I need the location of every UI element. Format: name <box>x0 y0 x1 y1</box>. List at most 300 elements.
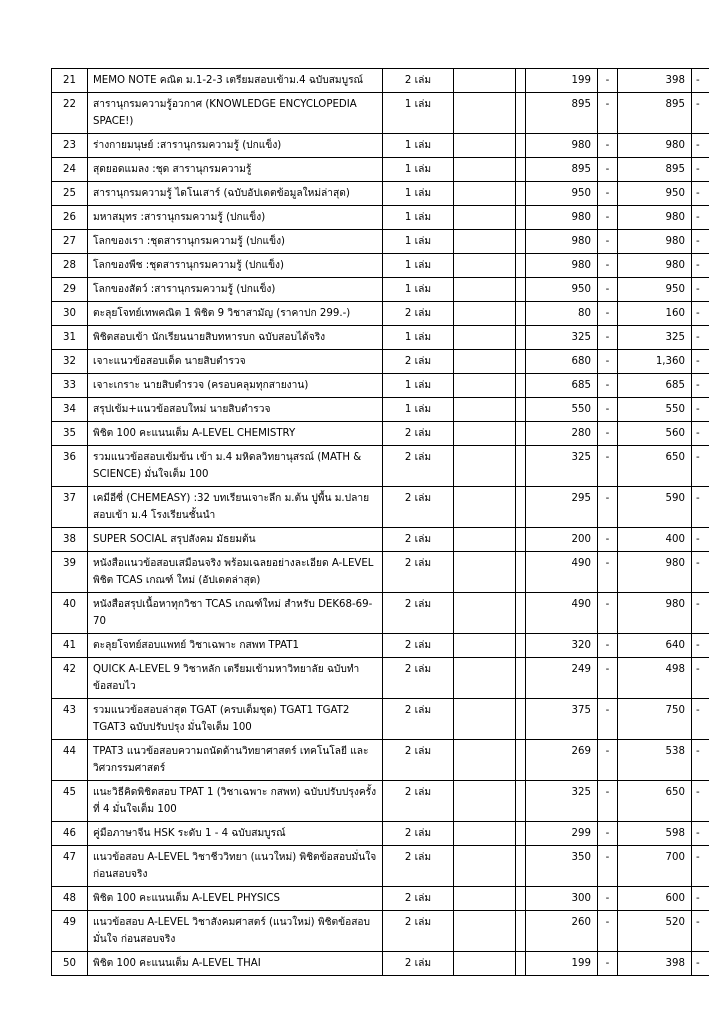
item-number: 35 <box>52 422 88 446</box>
blank-cell <box>516 846 526 887</box>
total-price: 550 <box>618 398 692 422</box>
table-row <box>52 487 709 528</box>
unit-price: 200 <box>526 528 598 552</box>
total-price: 700 <box>618 846 692 887</box>
quantity: 2 เล่ม <box>383 302 454 326</box>
blank-cell <box>454 422 516 446</box>
unit-price-fraction: - <box>598 182 618 206</box>
blank-cell <box>454 487 516 528</box>
total-price-fraction: - <box>692 699 709 740</box>
quantity: 2 เล่ม <box>383 69 454 93</box>
blank-cell <box>516 254 526 278</box>
total-price: 1,360 <box>618 350 692 374</box>
total-price-fraction: - <box>692 230 709 254</box>
unit-price: 299 <box>526 822 598 846</box>
total-price: 980 <box>618 134 692 158</box>
table-row <box>52 230 709 254</box>
unit-price-fraction: - <box>598 93 618 134</box>
unit-price: 980 <box>526 134 598 158</box>
unit-price: 199 <box>526 952 598 976</box>
table-row <box>52 781 709 822</box>
unit-price: 950 <box>526 278 598 302</box>
unit-price-fraction: - <box>598 952 618 976</box>
quantity: 1 เล่ม <box>383 278 454 302</box>
unit-price: 199 <box>526 69 598 93</box>
table-row <box>52 158 709 182</box>
blank-cell <box>454 326 516 350</box>
book-title: พิชิต 100 คะแนนเต็ม A-LEVEL PHYSICS <box>88 887 383 911</box>
blank-cell <box>454 634 516 658</box>
book-title: ตะลุยโจทย์เทพคณิต 1 พิชิต 9 วิชาสามัญ (ราคาปก 299.-) <box>88 302 383 326</box>
unit-price-fraction: - <box>598 552 618 593</box>
quantity: 2 เล่ม <box>383 887 454 911</box>
unit-price: 490 <box>526 593 598 634</box>
unit-price: 980 <box>526 254 598 278</box>
book-title: สารานุกรมความรู้อวกาศ (KNOWLEDGE ENCYCLOPEDIA SPACE!) <box>88 93 383 134</box>
unit-price: 950 <box>526 182 598 206</box>
book-title: สารานุกรมความรู้ ไดโนเสาร์ (ฉบับอัปเดตข้อมูลใหม่ล่าสุด) <box>88 182 383 206</box>
blank-cell <box>516 422 526 446</box>
quantity: 2 เล่ม <box>383 593 454 634</box>
book-title: สรุปเข้ม+แนวข้อสอบใหม่ นายสิบตำรวจ <box>88 398 383 422</box>
item-number: 43 <box>52 699 88 740</box>
blank-cell <box>454 552 516 593</box>
unit-price-fraction: - <box>598 230 618 254</box>
table-row <box>52 699 709 740</box>
unit-price-fraction: - <box>598 398 618 422</box>
blank-cell <box>454 350 516 374</box>
unit-price: 80 <box>526 302 598 326</box>
book-title: แนะวิธีคิดพิชิตสอบ TPAT 1 (วิชาเฉพาะ กสพท) ฉบับปรับปรุงครั้งที่ 4 มั่นใจเต็ม 100 <box>88 781 383 822</box>
table-row <box>52 69 709 93</box>
table-body <box>52 69 709 976</box>
table-row <box>52 254 709 278</box>
unit-price-fraction: - <box>598 699 618 740</box>
item-number: 25 <box>52 182 88 206</box>
blank-cell <box>454 254 516 278</box>
item-number: 23 <box>52 134 88 158</box>
blank-cell <box>516 487 526 528</box>
quantity: 1 เล่ม <box>383 182 454 206</box>
book-list-table <box>51 68 709 976</box>
item-number: 28 <box>52 254 88 278</box>
table-row <box>52 634 709 658</box>
blank-cell <box>516 398 526 422</box>
blank-cell <box>516 528 526 552</box>
unit-price-fraction: - <box>598 487 618 528</box>
table-row <box>52 740 709 781</box>
blank-cell <box>516 278 526 302</box>
item-number: 26 <box>52 206 88 230</box>
quantity: 2 เล่ม <box>383 528 454 552</box>
table-row <box>52 134 709 158</box>
blank-cell <box>454 158 516 182</box>
quantity: 1 เล่ม <box>383 206 454 230</box>
total-price: 398 <box>618 69 692 93</box>
item-number: 39 <box>52 552 88 593</box>
total-price: 590 <box>618 487 692 528</box>
quantity: 1 เล่ม <box>383 134 454 158</box>
total-price-fraction: - <box>692 422 709 446</box>
item-number: 41 <box>52 634 88 658</box>
item-number: 29 <box>52 278 88 302</box>
table-row <box>52 552 709 593</box>
quantity: 2 เล่ม <box>383 446 454 487</box>
table-row <box>52 422 709 446</box>
blank-cell <box>454 528 516 552</box>
total-price-fraction: - <box>692 326 709 350</box>
total-price: 398 <box>618 952 692 976</box>
quantity: 1 เล่ม <box>383 326 454 350</box>
book-title: พิชิตสอบเข้า นักเรียนนายสิบทหารบก ฉบับสอบได้จริง <box>88 326 383 350</box>
total-price-fraction: - <box>692 634 709 658</box>
blank-cell <box>516 69 526 93</box>
blank-cell <box>516 446 526 487</box>
item-number: 38 <box>52 528 88 552</box>
quantity: 2 เล่ม <box>383 846 454 887</box>
total-price-fraction: - <box>692 158 709 182</box>
item-number: 33 <box>52 374 88 398</box>
blank-cell <box>516 781 526 822</box>
unit-price: 295 <box>526 487 598 528</box>
blank-cell <box>516 699 526 740</box>
blank-cell <box>454 69 516 93</box>
unit-price: 269 <box>526 740 598 781</box>
table-row <box>52 822 709 846</box>
book-title: หนังสือแนวข้อสอบเสมือนจริง พร้อมเฉลยอย่างละเอียด A-LEVEL พิชิต TCAS เกณฑ์ ใหม่ (อัปเดตล่าสุด) <box>88 552 383 593</box>
quantity: 1 เล่ม <box>383 254 454 278</box>
item-number: 48 <box>52 887 88 911</box>
book-title: รวมแนวข้อสอบเข้มข้น เข้า ม.4 มหิดลวิทยานุสรณ์ (MATH & SCIENCE) มั่นใจเต็ม 100 <box>88 446 383 487</box>
book-title: ตะลุยโจทย์สอบแพทย์ วิชาเฉพาะ กสพท TPAT1 <box>88 634 383 658</box>
blank-cell <box>454 952 516 976</box>
unit-price-fraction: - <box>598 254 618 278</box>
blank-cell <box>516 182 526 206</box>
unit-price-fraction: - <box>598 846 618 887</box>
book-title: โลกของเรา :ชุดสารานุกรมความรู้ (ปกแข็ง) <box>88 230 383 254</box>
item-number: 36 <box>52 446 88 487</box>
total-price: 160 <box>618 302 692 326</box>
book-title: QUICK A-LEVEL 9 วิชาหลัก เตรียมเข้ามหาวิทยาลัย ฉบับทำข้อสอบไว <box>88 658 383 699</box>
unit-price: 300 <box>526 887 598 911</box>
item-number: 45 <box>52 781 88 822</box>
book-title: TPAT3 แนวข้อสอบความถนัดด้านวิทยาศาสตร์ เทคโนโลยี และวิศวกรรมศาสตร์ <box>88 740 383 781</box>
table-row <box>52 93 709 134</box>
quantity: 1 เล่ม <box>383 230 454 254</box>
unit-price: 375 <box>526 699 598 740</box>
quantity: 1 เล่ม <box>383 398 454 422</box>
unit-price: 260 <box>526 911 598 952</box>
book-title: แนวข้อสอบ A-LEVEL วิชาชีววิทยา (แนวใหม่) พิชิตข้อสอบมั่นใจ ก่อนสอบจริง <box>88 846 383 887</box>
table-row <box>52 658 709 699</box>
book-title: คู่มือภาษาจีน HSK ระดับ 1 - 4 ฉบับสมบูรณ์ <box>88 822 383 846</box>
total-price-fraction: - <box>692 302 709 326</box>
total-price: 980 <box>618 254 692 278</box>
item-number: 44 <box>52 740 88 781</box>
blank-cell <box>454 182 516 206</box>
quantity: 2 เล่ม <box>383 911 454 952</box>
total-price-fraction: - <box>692 846 709 887</box>
quantity: 2 เล่ม <box>383 658 454 699</box>
quantity: 2 เล่ม <box>383 822 454 846</box>
item-number: 27 <box>52 230 88 254</box>
blank-cell <box>516 134 526 158</box>
unit-price: 280 <box>526 422 598 446</box>
unit-price-fraction: - <box>598 911 618 952</box>
blank-cell <box>516 350 526 374</box>
blank-cell <box>454 302 516 326</box>
book-title: เจาะแนวข้อสอบเด็ด นายสิบตำรวจ <box>88 350 383 374</box>
quantity: 1 เล่ม <box>383 374 454 398</box>
blank-cell <box>454 781 516 822</box>
item-number: 37 <box>52 487 88 528</box>
table-row <box>52 326 709 350</box>
unit-price-fraction: - <box>598 206 618 230</box>
unit-price: 895 <box>526 93 598 134</box>
quantity: 1 เล่ม <box>383 158 454 182</box>
quantity: 2 เล่ม <box>383 422 454 446</box>
quantity: 2 เล่ม <box>383 350 454 374</box>
quantity: 2 เล่ม <box>383 552 454 593</box>
unit-price: 550 <box>526 398 598 422</box>
blank-cell <box>516 740 526 781</box>
total-price-fraction: - <box>692 254 709 278</box>
blank-cell <box>454 593 516 634</box>
total-price: 980 <box>618 593 692 634</box>
total-price-fraction: - <box>692 911 709 952</box>
unit-price-fraction: - <box>598 134 618 158</box>
total-price: 400 <box>618 528 692 552</box>
total-price-fraction: - <box>692 398 709 422</box>
unit-price-fraction: - <box>598 740 618 781</box>
item-number: 24 <box>52 158 88 182</box>
blank-cell <box>454 134 516 158</box>
table-row <box>52 446 709 487</box>
blank-cell <box>516 374 526 398</box>
table-row <box>52 206 709 230</box>
total-price-fraction: - <box>692 350 709 374</box>
total-price-fraction: - <box>692 487 709 528</box>
blank-cell <box>454 658 516 699</box>
total-price-fraction: - <box>692 740 709 781</box>
item-number: 42 <box>52 658 88 699</box>
blank-cell <box>516 230 526 254</box>
total-price-fraction: - <box>692 658 709 699</box>
item-number: 47 <box>52 846 88 887</box>
total-price: 325 <box>618 326 692 350</box>
item-number: 34 <box>52 398 88 422</box>
total-price-fraction: - <box>692 134 709 158</box>
total-price-fraction: - <box>692 446 709 487</box>
total-price: 650 <box>618 446 692 487</box>
blank-cell <box>516 822 526 846</box>
blank-cell <box>454 699 516 740</box>
blank-cell <box>516 911 526 952</box>
total-price: 598 <box>618 822 692 846</box>
unit-price-fraction: - <box>598 634 618 658</box>
total-price: 650 <box>618 781 692 822</box>
total-price-fraction: - <box>692 206 709 230</box>
book-title: พิชิต 100 คะแนนเต็ม A-LEVEL CHEMISTRY <box>88 422 383 446</box>
unit-price-fraction: - <box>598 158 618 182</box>
unit-price: 350 <box>526 846 598 887</box>
total-price: 980 <box>618 552 692 593</box>
quantity: 2 เล่ม <box>383 487 454 528</box>
unit-price-fraction: - <box>598 781 618 822</box>
unit-price-fraction: - <box>598 446 618 487</box>
total-price: 895 <box>618 158 692 182</box>
book-title: หนังสือสรุปเนื้อหาทุกวิชา TCAS เกณฑ์ใหม่ สำหรับ DEK68-69-70 <box>88 593 383 634</box>
unit-price: 490 <box>526 552 598 593</box>
total-price-fraction: - <box>692 952 709 976</box>
unit-price-fraction: - <box>598 528 618 552</box>
total-price: 538 <box>618 740 692 781</box>
unit-price: 685 <box>526 374 598 398</box>
table-row <box>52 593 709 634</box>
quantity: 2 เล่ม <box>383 634 454 658</box>
quantity: 1 เล่ม <box>383 93 454 134</box>
book-title: แนวข้อสอบ A-LEVEL วิชาสังคมศาสตร์ (แนวใหม่) พิชิตข้อสอบมั่นใจ ก่อนสอบจริง <box>88 911 383 952</box>
total-price-fraction: - <box>692 781 709 822</box>
unit-price: 325 <box>526 326 598 350</box>
total-price: 980 <box>618 230 692 254</box>
table-row <box>52 846 709 887</box>
total-price: 750 <box>618 699 692 740</box>
blank-cell <box>516 658 526 699</box>
blank-cell <box>454 206 516 230</box>
total-price-fraction: - <box>692 69 709 93</box>
blank-cell <box>454 911 516 952</box>
blank-cell <box>454 846 516 887</box>
unit-price: 249 <box>526 658 598 699</box>
blank-cell <box>516 634 526 658</box>
book-title: SUPER SOCIAL สรุปสังคม มัธยมต้น <box>88 528 383 552</box>
table-row <box>52 182 709 206</box>
total-price-fraction: - <box>692 528 709 552</box>
unit-price-fraction: - <box>598 658 618 699</box>
item-number: 22 <box>52 93 88 134</box>
item-number: 30 <box>52 302 88 326</box>
total-price-fraction: - <box>692 182 709 206</box>
blank-cell <box>454 822 516 846</box>
book-title: เคมีอีซี่ (CHEMEASY) :32 บทเรียนเจาะลึก ม.ต้น ปูพื้น ม.ปลาย สอบเข้า ม.4 โรงเรียนชั้นนำ <box>88 487 383 528</box>
blank-cell <box>454 278 516 302</box>
total-price: 895 <box>618 93 692 134</box>
unit-price-fraction: - <box>598 278 618 302</box>
unit-price: 680 <box>526 350 598 374</box>
blank-cell <box>516 887 526 911</box>
blank-cell <box>516 326 526 350</box>
unit-price-fraction: - <box>598 350 618 374</box>
unit-price-fraction: - <box>598 422 618 446</box>
total-price: 950 <box>618 182 692 206</box>
item-number: 32 <box>52 350 88 374</box>
book-title: รวมแนวข้อสอบล่าสุด TGAT (ครบเต็มชุด) TGAT1 TGAT2 TGAT3 ฉบับปรับปรุง มั่นใจเต็ม 100 <box>88 699 383 740</box>
book-title: พิชิต 100 คะแนนเต็ม A-LEVEL THAI <box>88 952 383 976</box>
blank-cell <box>454 398 516 422</box>
book-title: ร่างกายมนุษย์ :สารานุกรมความรู้ (ปกแข็ง) <box>88 134 383 158</box>
unit-price: 895 <box>526 158 598 182</box>
blank-cell <box>454 740 516 781</box>
blank-cell <box>516 158 526 182</box>
table-row <box>52 374 709 398</box>
blank-cell <box>516 952 526 976</box>
table-row <box>52 528 709 552</box>
unit-price: 980 <box>526 206 598 230</box>
table-row <box>52 302 709 326</box>
blank-cell <box>516 552 526 593</box>
blank-cell <box>516 206 526 230</box>
total-price: 685 <box>618 374 692 398</box>
quantity: 2 เล่ม <box>383 740 454 781</box>
unit-price-fraction: - <box>598 593 618 634</box>
unit-price-fraction: - <box>598 822 618 846</box>
unit-price-fraction: - <box>598 887 618 911</box>
book-title: โลกของพืช :ชุดสารานุกรมความรู้ (ปกแข็ง) <box>88 254 383 278</box>
total-price: 560 <box>618 422 692 446</box>
book-title: สุดยอดแมลง :ชุด สารานุกรมความรู้ <box>88 158 383 182</box>
book-title: มหาสมุทร :สารานุกรมความรู้ (ปกแข็ง) <box>88 206 383 230</box>
total-price: 980 <box>618 206 692 230</box>
item-number: 49 <box>52 911 88 952</box>
blank-cell <box>516 302 526 326</box>
total-price-fraction: - <box>692 593 709 634</box>
unit-price-fraction: - <box>598 69 618 93</box>
table-row <box>52 398 709 422</box>
blank-cell <box>454 446 516 487</box>
blank-cell <box>516 93 526 134</box>
unit-price: 325 <box>526 781 598 822</box>
blank-cell <box>454 230 516 254</box>
total-price-fraction: - <box>692 887 709 911</box>
total-price: 498 <box>618 658 692 699</box>
quantity: 2 เล่ม <box>383 781 454 822</box>
table-row <box>52 278 709 302</box>
blank-cell <box>454 374 516 398</box>
item-number: 21 <box>52 69 88 93</box>
total-price-fraction: - <box>692 822 709 846</box>
total-price: 640 <box>618 634 692 658</box>
book-title: เจาะเกราะ นายสิบตำรวจ (ครอบคลุมทุกสายงาน) <box>88 374 383 398</box>
table-row <box>52 887 709 911</box>
blank-cell <box>454 887 516 911</box>
table-row <box>52 911 709 952</box>
blank-cell <box>516 593 526 634</box>
book-title: MEMO NOTE คณิต ม.1-2-3 เตรียมสอบเข้าม.4 ฉบับสมบูรณ์ <box>88 69 383 93</box>
quantity: 2 เล่ม <box>383 699 454 740</box>
unit-price: 320 <box>526 634 598 658</box>
book-title: โลกของสัตว์ :สารานุกรมความรู้ (ปกแข็ง) <box>88 278 383 302</box>
total-price-fraction: - <box>692 374 709 398</box>
unit-price-fraction: - <box>598 302 618 326</box>
total-price-fraction: - <box>692 93 709 134</box>
unit-price-fraction: - <box>598 374 618 398</box>
total-price-fraction: - <box>692 552 709 593</box>
table-row <box>52 952 709 976</box>
total-price: 600 <box>618 887 692 911</box>
item-number: 50 <box>52 952 88 976</box>
item-number: 40 <box>52 593 88 634</box>
item-number: 31 <box>52 326 88 350</box>
total-price-fraction: - <box>692 278 709 302</box>
total-price: 520 <box>618 911 692 952</box>
blank-cell <box>454 93 516 134</box>
quantity: 2 เล่ม <box>383 952 454 976</box>
item-number: 46 <box>52 822 88 846</box>
table-row <box>52 350 709 374</box>
unit-price: 325 <box>526 446 598 487</box>
total-price: 950 <box>618 278 692 302</box>
